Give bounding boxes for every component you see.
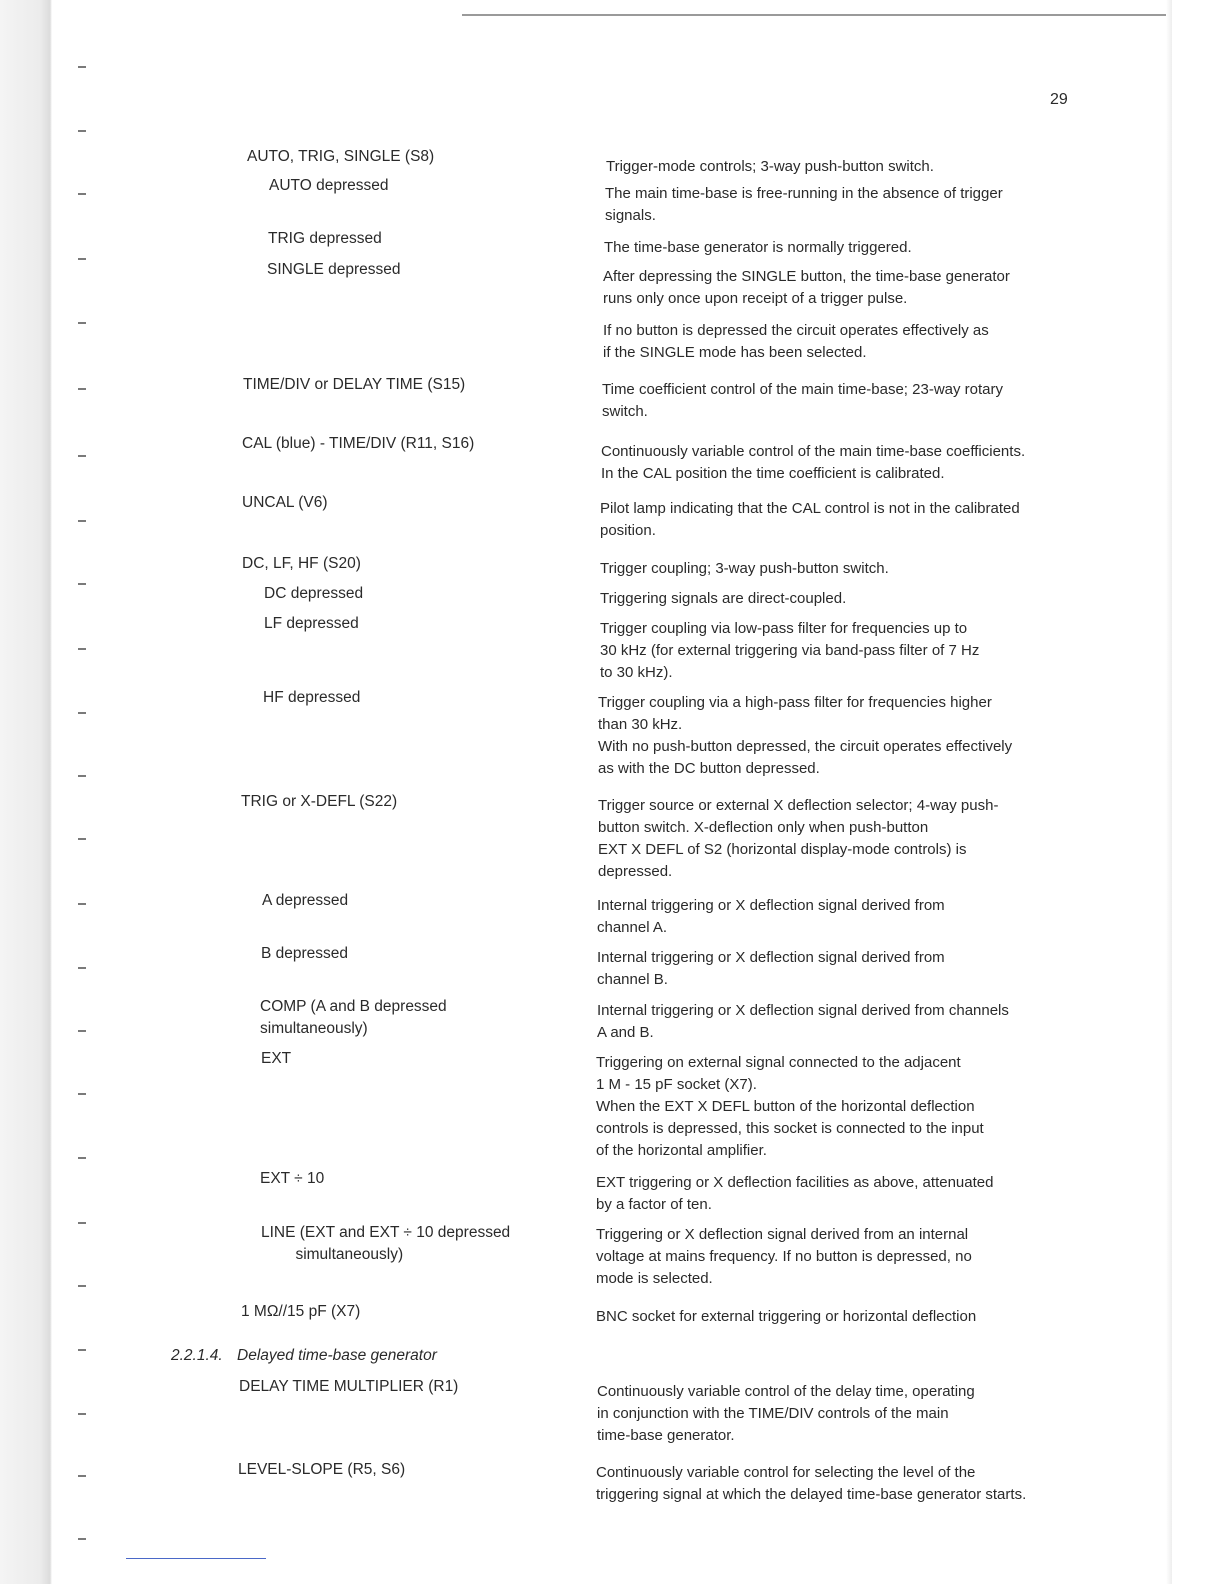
description-line: Internal triggering or X deflection signal derived from [597,949,945,966]
entry-label: TRIG depressed [268,230,382,247]
description-line: channel A. [597,919,668,936]
entry-description [598,692,1012,780]
entry-description [597,947,945,991]
description-line: The time-base generator is normally triggered. [604,239,912,256]
entry-description [606,156,934,178]
entry-description [603,266,1010,310]
binding-mark [78,712,86,714]
description-line: 30 kHz (for external triggering via band-pass filter of 7 Hz [600,642,980,659]
entry-description [604,237,912,259]
binding-mark [78,903,86,905]
entry-description [603,320,989,364]
entry-description [600,498,1020,542]
binding-mark [78,1222,86,1224]
entry-label: DC, LF, HF (S20) [242,555,361,572]
description-line: EXT triggering or X deflection facilities as above, attenuated [596,1174,994,1191]
section-number: 2.2.1.4. [171,1347,223,1364]
description-line: Trigger source or external X deflection selector; 4-way push- [598,797,999,814]
description-line: Trigger coupling; 3-way push-button switch. [600,560,889,577]
entry-description [596,1306,976,1328]
entry-label: HF depressed [263,689,361,706]
description-line: In the CAL position the time coefficient is calibrated. [601,465,945,482]
binding-mark [78,648,86,650]
description-line: Continuously variable control of the main time-base coefficients. [601,443,1026,460]
binding-mark [78,775,86,777]
description-line: Triggering signals are direct-coupled. [600,590,847,607]
footnote-rule [126,1558,266,1559]
description-line: button switch. X-deflection only when push-button [598,819,929,836]
description-line: After depressing the SINGLE button, the time-base generator [603,268,1010,285]
page-number: 29 [1050,91,1068,108]
description-line: A and B. [597,1024,654,1041]
description-line: Triggering on external signal connected to the adjacent [596,1054,961,1071]
binding-mark [78,1285,86,1287]
binding-mark [78,583,86,585]
entry-description [597,895,945,939]
top-rule [462,0,1167,16]
description-line: EXT X DEFL of S2 (horizontal display-mode controls) is [598,841,967,858]
description-line: than 30 kHz. [598,716,683,733]
entry-label: A depressed [262,892,349,909]
description-line: depressed. [598,863,673,880]
description-line: Trigger-mode controls; 3-way push-button switch. [606,158,934,175]
description-line: mode is selected. [596,1270,713,1287]
binding-mark [78,1157,86,1159]
entry-label: DC depressed [264,585,364,602]
entry-description [596,1172,993,1216]
binding-mark [78,1413,86,1415]
entry-label: TRIG or X-DEFL (S22) [241,793,398,810]
entry-description [605,183,1003,227]
description-line: With no push-button depressed, the circuit operates effectively [598,738,1013,755]
binding-mark [78,1093,86,1095]
description-line: in conjunction with the TIME/DIV controls of the main [597,1405,949,1422]
description-line: channel B. [597,971,668,988]
description-line: of the horizontal amplifier. [596,1142,767,1159]
description-line: Triggering or X deflection signal derived from an internal [596,1226,969,1243]
binding-mark [78,130,86,132]
description-line: time-base generator. [597,1427,735,1444]
entry-description [596,1462,1026,1506]
description-line: Pilot lamp indicating that the CAL control is not in the calibrated [600,500,1020,517]
description-line: Continuously variable control of the delay time, operating [597,1383,975,1400]
entry-label: EXT [261,1050,292,1067]
entry-label: CAL (blue) - TIME/DIV (R11, S16) [242,435,475,452]
binding-mark [78,838,86,840]
binding-mark [78,66,86,68]
binding-mark [78,193,86,195]
description-line: If no button is depressed the circuit operates effectively as [603,322,989,339]
description-line: Time coefficient control of the main time-base; 23-way rotary [602,381,1004,398]
entry-label: LINE (EXT and EXT ÷ 10 depressed simultaneously) [261,1224,511,1263]
page-right-shadow [1166,0,1172,1584]
binding-mark [78,1538,86,1540]
description-line: as with the DC button depressed. [598,760,820,777]
description-line: to 30 kHz). [600,664,673,681]
entry-label: COMP (A and B depressed simultaneously) [260,998,447,1037]
entry-description [602,379,1003,423]
entry-label: AUTO depressed [269,177,389,194]
entry-description [597,1000,1009,1044]
description-line: Internal triggering or X deflection signal derived from [597,897,945,914]
binding-mark [78,388,86,390]
binding-mark [78,1349,86,1351]
description-line: position. [600,522,656,539]
entry-label: AUTO, TRIG, SINGLE (S8) [247,148,435,165]
binding-mark [78,258,86,260]
binding-mark [78,322,86,324]
description-line: Internal triggering or X deflection signal derived from channels [597,1002,1009,1019]
description-line: BNC socket for external triggering or horizontal deflection [596,1308,977,1325]
section-title: Delayed time-base generator [237,1347,437,1364]
binding-mark [78,455,86,457]
description-line: controls is depressed, this socket is connected to the input [596,1120,984,1137]
description-line: switch. [602,403,648,420]
binding-mark [78,1030,86,1032]
entry-label: TIME/DIV or DELAY TIME (S15) [243,376,466,393]
entry-description [597,1381,975,1447]
entry-description [600,558,889,580]
description-line: The main time-base is free-running in the absence of trigger [605,185,1003,202]
entry-label: LEVEL-SLOPE (R5, S6) [238,1461,406,1478]
page-binding-edge [0,0,52,1584]
description-line: Continuously variable control for selecting the level of the [596,1464,976,1481]
description-line: When the EXT X DEFL button of the horizontal deflection [596,1098,975,1115]
entry-label: 1 MΩ//15 pF (X7) [241,1303,361,1320]
description-line: signals. [605,207,656,224]
entry-description [600,618,979,684]
entry-description [596,1224,972,1290]
entry-label: UNCAL (V6) [242,494,328,511]
entry-label: SINGLE depressed [267,261,401,278]
binding-mark [78,1475,86,1477]
entry-label: LF depressed [264,615,359,632]
entry-label: B depressed [261,945,349,962]
description-line: by a factor of ten. [596,1196,712,1213]
description-line: if the SINGLE mode has been selected. [603,344,867,361]
entry-description [601,441,1025,485]
entry-label: EXT ÷ 10 [260,1170,325,1187]
description-line: voltage at mains frequency. If no button is depressed, no [596,1248,972,1265]
description-line: triggering signal at which the delayed time-base generator starts. [596,1486,1027,1503]
entry-description [596,1052,984,1162]
description-line: Trigger coupling via low-pass filter for frequencies up to [600,620,968,637]
entry-description [598,795,998,883]
section-heading [171,1347,437,1365]
description-line: Trigger coupling via a high-pass filter for frequencies higher [598,694,992,711]
description-line: runs only once upon receipt of a trigger pulse. [603,290,908,307]
binding-mark [78,520,86,522]
description-line: 1 M - 15 pF socket (X7). [596,1076,757,1093]
binding-mark [78,967,86,969]
entry-description [600,588,846,610]
entry-label: DELAY TIME MULTIPLIER (R1) [239,1378,459,1395]
